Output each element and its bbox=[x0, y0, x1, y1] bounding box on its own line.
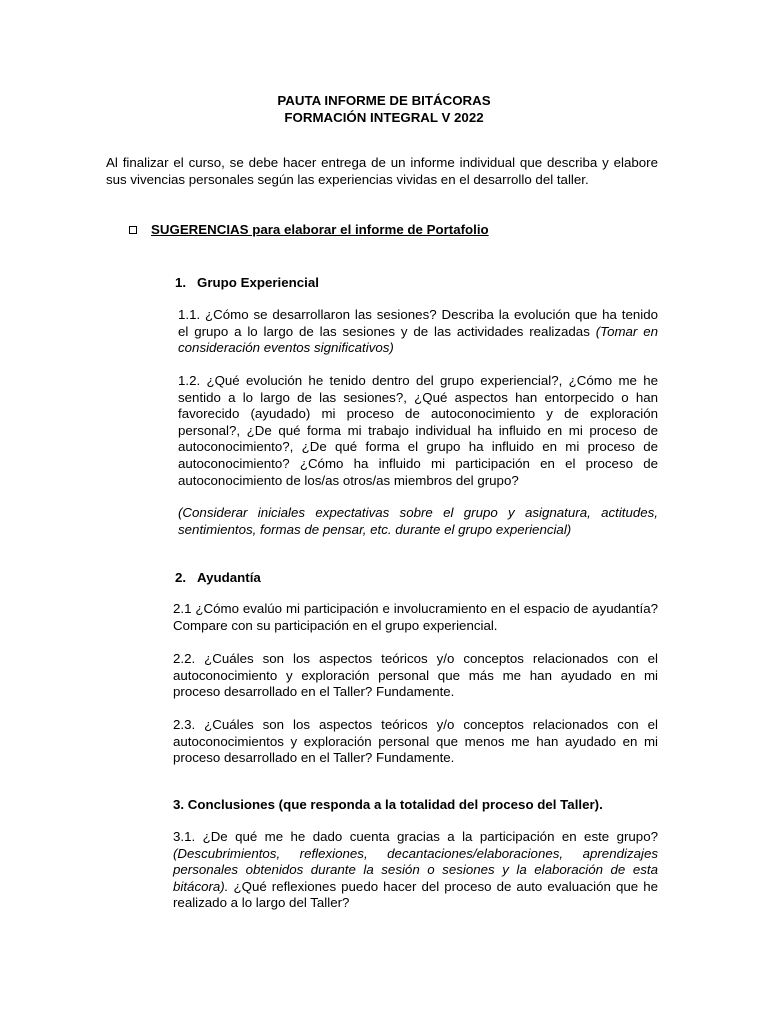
question-1-1-note: (Tomar en consideración eventos significativos) bbox=[178, 323, 659, 356]
question-3-1-italic: (Descubrimientos, reflexiones, decantaciones/elaboraciones, aprendizajes personales obtenidos durante la sesión o sesiones y la elaboración de esta bitácora). bbox=[173, 845, 658, 894]
question-1-1-text: 1.1. ¿Cómo se desarrollaron las sesiones? Describa la evolución que ha tenido el grupo a lo largo de las sesiones y de las actividades realizadas bbox=[178, 307, 658, 339]
suggestions-heading: SUGERENCIAS para elaborar el informe de Portafolio bbox=[151, 222, 489, 237]
question-3-1 bbox=[173, 829, 658, 912]
document-title: PAUTA INFORME DE BITÁCORAS bbox=[277, 93, 491, 108]
question-1-2: 1.2. ¿Qué evolución he tenido dentro del grupo experiencial?, ¿Cómo me he sentido a lo largo de las sesiones?, ¿Qué aspectos han entorpecido o han favorecido (ayudado) mi proceso de autoconocimiento y de exploración personal?, ¿De qué forma mi trabajo individual ha influido en mi proceso de autoconocimiento?, ¿De qué forma el grupo ha influido en mi proceso de autoconocimiento? ¿Cómo ha influido mi participación en el proceso de autoconocimiento de los/as otros/as miembros del grupo? bbox=[178, 373, 658, 488]
question-1-1 bbox=[178, 307, 658, 357]
question-3-1-start: 3.1. ¿De qué me he dado cuenta gracias a la participación en este grupo? bbox=[173, 829, 658, 844]
question-3-1-end: ¿Qué reflexiones puedo hacer del proceso de auto evaluación que he realizado a lo largo del Taller? bbox=[173, 878, 658, 911]
question-2-1: 2.1 ¿Cómo evalúo mi participación e involucramiento en el espacio de ayudantía? Compare con su participación en el grupo experiencial. bbox=[173, 601, 658, 633]
section-3-title: 3. Conclusiones (que responda a la totalidad del proceso del Taller). bbox=[173, 797, 603, 812]
checkbox-bullet-icon bbox=[129, 226, 137, 234]
intro-paragraph: Al finalizar el curso, se debe hacer entrega de un informe individual que describa y elabore sus vivencias personales según las experiencias vividas en el desarrollo del taller. bbox=[106, 155, 658, 187]
section-1-number: 1. bbox=[175, 275, 187, 290]
question-2-2: 2.2. ¿Cuáles son los aspectos teóricos y/o conceptos relacionados con el autoconocimiento y exploración personal que más me han ayudado en mi proceso desarrollado en el Taller? Fundamente. bbox=[173, 651, 658, 700]
section-2-title: Ayudantía bbox=[197, 570, 261, 585]
section-2-number: 2. bbox=[175, 570, 187, 585]
section-1-title: Grupo Experiencial bbox=[197, 275, 319, 290]
question-2-3: 2.3. ¿Cuáles son los aspectos teóricos y/o conceptos relacionados con el autoconocimientos y exploración personal que menos me han ayudado en mi proceso desarrollado en el Taller? Fundamente. bbox=[173, 717, 658, 766]
document-subtitle: FORMACIÓN INTEGRAL V 2022 bbox=[284, 110, 484, 125]
section-1-note: (Considerar iniciales expectativas sobre el grupo y asignatura, actitudes, sentimientos, formas de pensar, etc. durante el grupo experiencial) bbox=[178, 505, 658, 537]
